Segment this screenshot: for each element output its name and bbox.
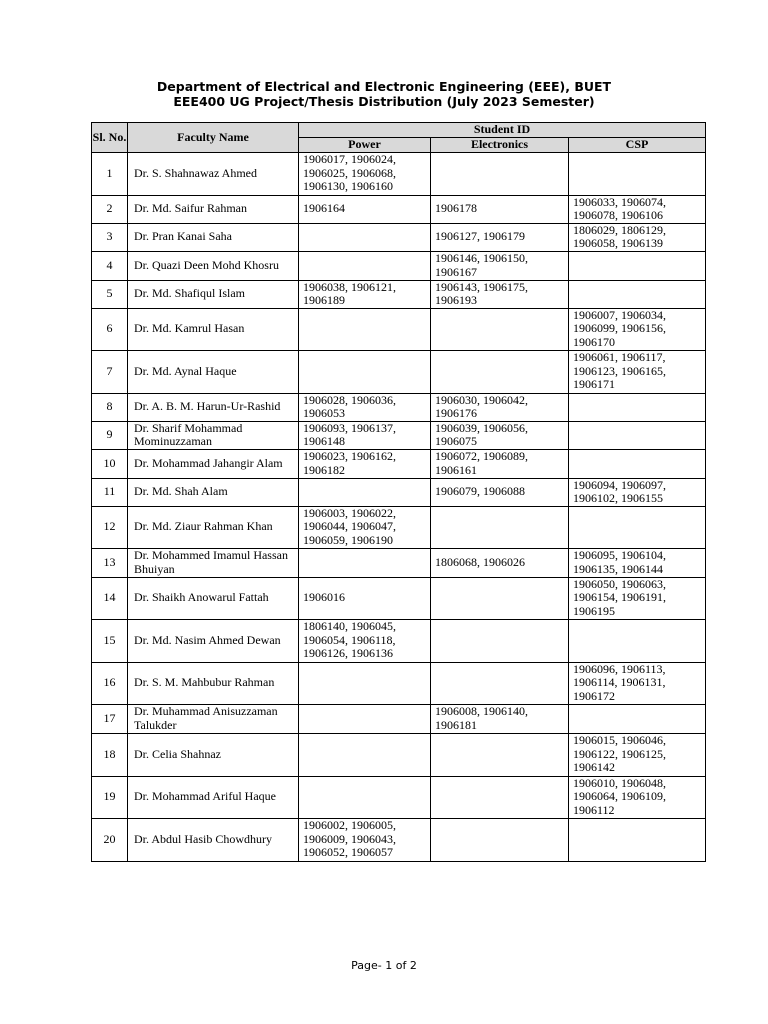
table-row bbox=[92, 733, 706, 776]
row-csp-ids: 1906010, 1906048, 1906064, 1906109, 1906112 bbox=[569, 776, 706, 818]
row-electronics-ids bbox=[431, 577, 569, 619]
page-number: Page- 1 of 2 bbox=[351, 959, 417, 972]
col-header-sl-no: Sl. No. bbox=[92, 123, 128, 153]
row-faculty-name: Dr. Md. Ziaur Rahman Khan bbox=[128, 506, 299, 548]
row-sl-no: 16 bbox=[92, 662, 128, 704]
row-csp-ids bbox=[569, 619, 706, 662]
table-row bbox=[92, 506, 706, 548]
row-power-ids bbox=[299, 704, 431, 733]
table-row bbox=[92, 577, 706, 619]
row-electronics-ids: 1906072, 1906089, 1906161 bbox=[431, 449, 569, 478]
row-electronics-ids bbox=[431, 350, 569, 393]
row-csp-ids: 1906096, 1906113, 1906114, 1906131, 1906172 bbox=[569, 662, 706, 704]
document-title: Department of Electrical and Electronic Engineering (EEE), BUET bbox=[156, 79, 612, 94]
row-faculty-name: Dr. S. Shahnawaz Ahmed bbox=[128, 152, 299, 195]
row-faculty-name: Dr. Sharif Mohammad Mominuzzaman bbox=[128, 421, 299, 449]
row-electronics-ids: 1906143, 1906175, 1906193 bbox=[431, 280, 569, 308]
row-csp-ids bbox=[569, 421, 706, 449]
row-power-ids: 1906028, 1906036, 1906053 bbox=[299, 393, 431, 421]
row-electronics-ids bbox=[431, 152, 569, 195]
row-power-ids bbox=[299, 350, 431, 393]
row-electronics-ids: 1906146, 1906150, 1906167 bbox=[431, 251, 569, 280]
row-sl-no: 4 bbox=[92, 251, 128, 280]
col-header-power: Power bbox=[299, 138, 431, 153]
row-faculty-name: Dr. S. M. Mahbubur Rahman bbox=[128, 662, 299, 704]
table-row bbox=[92, 195, 706, 223]
row-power-ids: 1906002, 1906005, 1906009, 1906043, 1906052, 1906057 bbox=[299, 818, 431, 861]
row-electronics-ids bbox=[431, 619, 569, 662]
row-csp-ids bbox=[569, 704, 706, 733]
row-electronics-ids: 1906127, 1906179 bbox=[431, 223, 569, 251]
row-electronics-ids: 1906008, 1906140, 1906181 bbox=[431, 704, 569, 733]
row-faculty-name: Dr. Md. Saifur Rahman bbox=[128, 195, 299, 223]
row-faculty-name: Dr. A. B. M. Harun-Ur-Rashid bbox=[128, 393, 299, 421]
row-csp-ids bbox=[569, 280, 706, 308]
row-csp-ids bbox=[569, 818, 706, 861]
row-faculty-name: Dr. Shaikh Anowarul Fattah bbox=[128, 577, 299, 619]
row-electronics-ids bbox=[431, 818, 569, 861]
row-electronics-ids bbox=[431, 506, 569, 548]
row-csp-ids: 1906007, 1906034, 1906099, 1906156, 1906170 bbox=[569, 308, 706, 350]
table-row bbox=[92, 662, 706, 704]
row-faculty-name: Dr. Md. Shah Alam bbox=[128, 478, 299, 506]
row-faculty-name: Dr. Pran Kanai Saha bbox=[128, 223, 299, 251]
row-sl-no: 10 bbox=[92, 449, 128, 478]
table-body bbox=[92, 152, 706, 861]
row-sl-no: 18 bbox=[92, 733, 128, 776]
row-power-ids bbox=[299, 223, 431, 251]
row-csp-ids: 1906050, 1906063, 1906154, 1906191, 1906195 bbox=[569, 577, 706, 619]
row-csp-ids: 1906015, 1906046, 1906122, 1906125, 1906142 bbox=[569, 733, 706, 776]
row-faculty-name: Dr. Abdul Hasib Chowdhury bbox=[128, 818, 299, 861]
row-power-ids bbox=[299, 251, 431, 280]
row-faculty-name: Dr. Celia Shahnaz bbox=[128, 733, 299, 776]
row-sl-no: 14 bbox=[92, 577, 128, 619]
row-electronics-ids bbox=[431, 308, 569, 350]
table-row bbox=[92, 619, 706, 662]
table-row bbox=[92, 449, 706, 478]
row-csp-ids bbox=[569, 152, 706, 195]
row-electronics-ids: 1806068, 1906026 bbox=[431, 548, 569, 577]
row-csp-ids: 1906094, 1906097, 1906102, 1906155 bbox=[569, 478, 706, 506]
table-row bbox=[92, 421, 706, 449]
row-sl-no: 8 bbox=[92, 393, 128, 421]
table-row bbox=[92, 350, 706, 393]
row-electronics-ids bbox=[431, 733, 569, 776]
row-faculty-name: Dr. Md. Kamrul Hasan bbox=[128, 308, 299, 350]
row-power-ids bbox=[299, 548, 431, 577]
row-sl-no: 9 bbox=[92, 421, 128, 449]
table-row bbox=[92, 251, 706, 280]
row-electronics-ids: 1906039, 1906056, 1906075 bbox=[431, 421, 569, 449]
row-faculty-name: Dr. Mohammad Jahangir Alam bbox=[128, 449, 299, 478]
row-csp-ids bbox=[569, 251, 706, 280]
row-csp-ids bbox=[569, 449, 706, 478]
row-sl-no: 15 bbox=[92, 619, 128, 662]
row-sl-no: 20 bbox=[92, 818, 128, 861]
row-power-ids: 1906038, 1906121, 1906189 bbox=[299, 280, 431, 308]
table-row bbox=[92, 704, 706, 733]
row-power-ids bbox=[299, 308, 431, 350]
row-sl-no: 13 bbox=[92, 548, 128, 577]
row-electronics-ids: 1906178 bbox=[431, 195, 569, 223]
table-row bbox=[92, 478, 706, 506]
row-power-ids bbox=[299, 776, 431, 818]
row-sl-no: 5 bbox=[92, 280, 128, 308]
row-power-ids: 1906023, 1906162, 1906182 bbox=[299, 449, 431, 478]
col-header-faculty-name: Faculty Name bbox=[128, 123, 299, 153]
row-csp-ids bbox=[569, 393, 706, 421]
row-power-ids bbox=[299, 478, 431, 506]
table-row bbox=[92, 818, 706, 861]
row-power-ids: 1906017, 1906024, 1906025, 1906068, 1906130, 1906160 bbox=[299, 152, 431, 195]
row-sl-no: 1 bbox=[92, 152, 128, 195]
table-row bbox=[92, 152, 706, 195]
row-csp-ids: 1806029, 1806129, 1906058, 1906139 bbox=[569, 223, 706, 251]
row-sl-no: 2 bbox=[92, 195, 128, 223]
row-sl-no: 19 bbox=[92, 776, 128, 818]
row-sl-no: 3 bbox=[92, 223, 128, 251]
row-electronics-ids bbox=[431, 776, 569, 818]
row-sl-no: 17 bbox=[92, 704, 128, 733]
table-row bbox=[92, 393, 706, 421]
table-row bbox=[92, 223, 706, 251]
row-csp-ids: 1906033, 1906074, 1906078, 1906106 bbox=[569, 195, 706, 223]
col-header-electronics: Electronics bbox=[431, 138, 569, 153]
table-row bbox=[92, 308, 706, 350]
col-header-csp: CSP bbox=[569, 138, 706, 153]
row-csp-ids bbox=[569, 506, 706, 548]
row-faculty-name: Dr. Muhammad Anisuzzaman Talukder bbox=[128, 704, 299, 733]
row-faculty-name: Dr. Mohammed Imamul Hassan Bhuiyan bbox=[128, 548, 299, 577]
table-row bbox=[92, 776, 706, 818]
row-power-ids: 1906093, 1906137, 1906148 bbox=[299, 421, 431, 449]
row-power-ids: 1906164 bbox=[299, 195, 431, 223]
row-electronics-ids: 1906030, 1906042, 1906176 bbox=[431, 393, 569, 421]
row-faculty-name: Dr. Quazi Deen Mohd Khosru bbox=[128, 251, 299, 280]
row-power-ids: 1906016 bbox=[299, 577, 431, 619]
row-power-ids bbox=[299, 733, 431, 776]
row-electronics-ids bbox=[431, 662, 569, 704]
table-row bbox=[92, 280, 706, 308]
row-power-ids: 1906003, 1906022, 1906044, 1906047, 1906059, 1906190 bbox=[299, 506, 431, 548]
row-faculty-name: Dr. Md. Aynal Haque bbox=[128, 350, 299, 393]
row-power-ids: 1806140, 1906045, 1906054, 1906118, 1906126, 1906136 bbox=[299, 619, 431, 662]
row-faculty-name: Dr. Mohammad Ariful Haque bbox=[128, 776, 299, 818]
table-row bbox=[92, 548, 706, 577]
row-faculty-name: Dr. Md. Nasim Ahmed Dewan bbox=[128, 619, 299, 662]
distribution-table bbox=[91, 122, 706, 862]
row-sl-no: 12 bbox=[92, 506, 128, 548]
row-sl-no: 7 bbox=[92, 350, 128, 393]
row-faculty-name: Dr. Md. Shafiqul Islam bbox=[128, 280, 299, 308]
row-power-ids bbox=[299, 662, 431, 704]
row-csp-ids: 1906061, 1906117, 1906123, 1906165, 1906171 bbox=[569, 350, 706, 393]
row-csp-ids: 1906095, 1906104, 1906135, 1906144 bbox=[569, 548, 706, 577]
row-electronics-ids: 1906079, 1906088 bbox=[431, 478, 569, 506]
col-header-student-id: Student ID bbox=[299, 123, 706, 138]
row-sl-no: 6 bbox=[92, 308, 128, 350]
row-sl-no: 11 bbox=[92, 478, 128, 506]
document-subtitle: EEE400 UG Project/Thesis Distribution (July 2023 Semester) bbox=[173, 94, 595, 109]
